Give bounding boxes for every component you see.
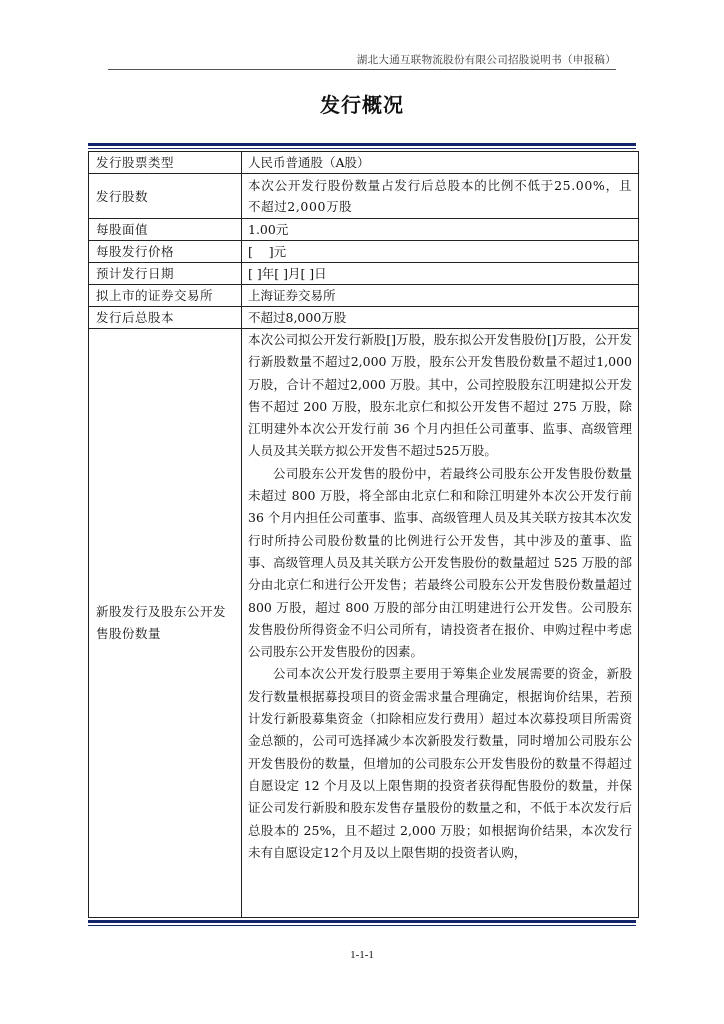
header-rule	[108, 69, 616, 70]
table-row	[89, 285, 639, 307]
page-header: 湖北大通互联物流股份有限公司招股说明书（申报稿）	[356, 54, 616, 66]
offering-table	[88, 143, 636, 926]
row-label: 发行股票类型	[89, 152, 242, 174]
table-row	[89, 307, 639, 329]
row-label: 每股面值	[89, 219, 242, 241]
table-bottom-rule	[88, 920, 636, 926]
row-label: 每股发行价格	[89, 241, 242, 263]
page-number: 1-1-1	[350, 949, 374, 961]
table-row	[89, 241, 639, 263]
row-label: 新股发行及股东公开发售股份数量	[89, 329, 242, 918]
row-value: [ ]年[ ]月[ ]日	[242, 263, 639, 285]
row-value: [ ]元	[242, 241, 639, 263]
table-row	[89, 152, 639, 174]
table-row	[89, 263, 639, 285]
row-value: 本次公开发行股份数量占发行后总股本的比例不低于25.00%，且不超过2,000万股	[242, 174, 639, 219]
row-label: 发行后总股本	[89, 307, 242, 329]
page-title: 发行概况	[320, 93, 404, 117]
paragraph: 公司本次公开发行股票主要用于筹集企业发展需要的资金，新股发行数量根据募投项目的资金需求量合理确定，根据询价结果，若预计发行新股募集资金（扣除相应发行费用）超过本次募投项目所需资金总额的，公司可选择减少本次新股发行数量，同时增加公司股东公开发售股份的数量，但增加的公司股东公开发售股份的数量不得超过自愿设定 12 个月及以上限售期的投资者获得配售股份的数量，并保证公司发行新股和股东发售存量股份的数量之和，不低于本次发行后总股本的 25%，且不超过 2,000 万股；如根据询价结果，本次发行未有自愿设定12个月及以上限售期的投资者认购，	[248, 666, 632, 860]
table-row	[89, 329, 639, 918]
row-label: 预计发行日期	[89, 263, 242, 285]
row-value: 1.00元	[242, 219, 639, 241]
row-label: 发行股数	[89, 174, 242, 219]
table-row	[89, 219, 639, 241]
row-label: 拟上市的证券交易所	[89, 285, 242, 307]
paragraph: 本次公司拟公开发行新股[]万股，股东拟公开发售股份[]万股，公开发行新股数量不超过2,000 万股，股东公开发售股份数量不超过1,000 万股，合计不超过2,000 万股。其中，公司控股股东江明建拟公开发售不超过 200 万股，股东北京仁和拟公开发售不超过 275 万股，除江明建外本次公开发行前 36 个月内担任公司董事、监事、高级管理人员及其关联方拟公开发售不超过525万股。	[248, 332, 632, 459]
row-value: 上海证券交易所	[242, 285, 639, 307]
table-row	[89, 174, 639, 219]
table-top-rule	[88, 143, 636, 149]
row-value: 不超过8,000万股	[242, 307, 639, 329]
row-value: 人民币普通股（A股）	[242, 152, 639, 174]
paragraph: 公司股东公开发售的股份中，若最终公司股东公开发售股份数量未超过 800 万股，将全部由北京仁和和除江明建外本次公开发行前 36 个月内担任公司董事、监事、高级管理人员及其关联方按其本次发行时所持公司股份数量的比例进行公开发售，其中涉及的董事、监事、高级管理人员及其关联方公开发售股份的数量超过 525 万股的部分由北京仁和进行公开发售；若最终公司股东公开发售股份数量超过 800 万股，超过 800 万股的部分由江明建进行公开发售。公司股东发售股份所得资金不归公司所有，请投资者在报价、申购过程中考虑公司股东公开发售股份的因素。	[248, 465, 632, 660]
row-value	[242, 329, 639, 918]
offering-summary-table	[88, 151, 639, 918]
